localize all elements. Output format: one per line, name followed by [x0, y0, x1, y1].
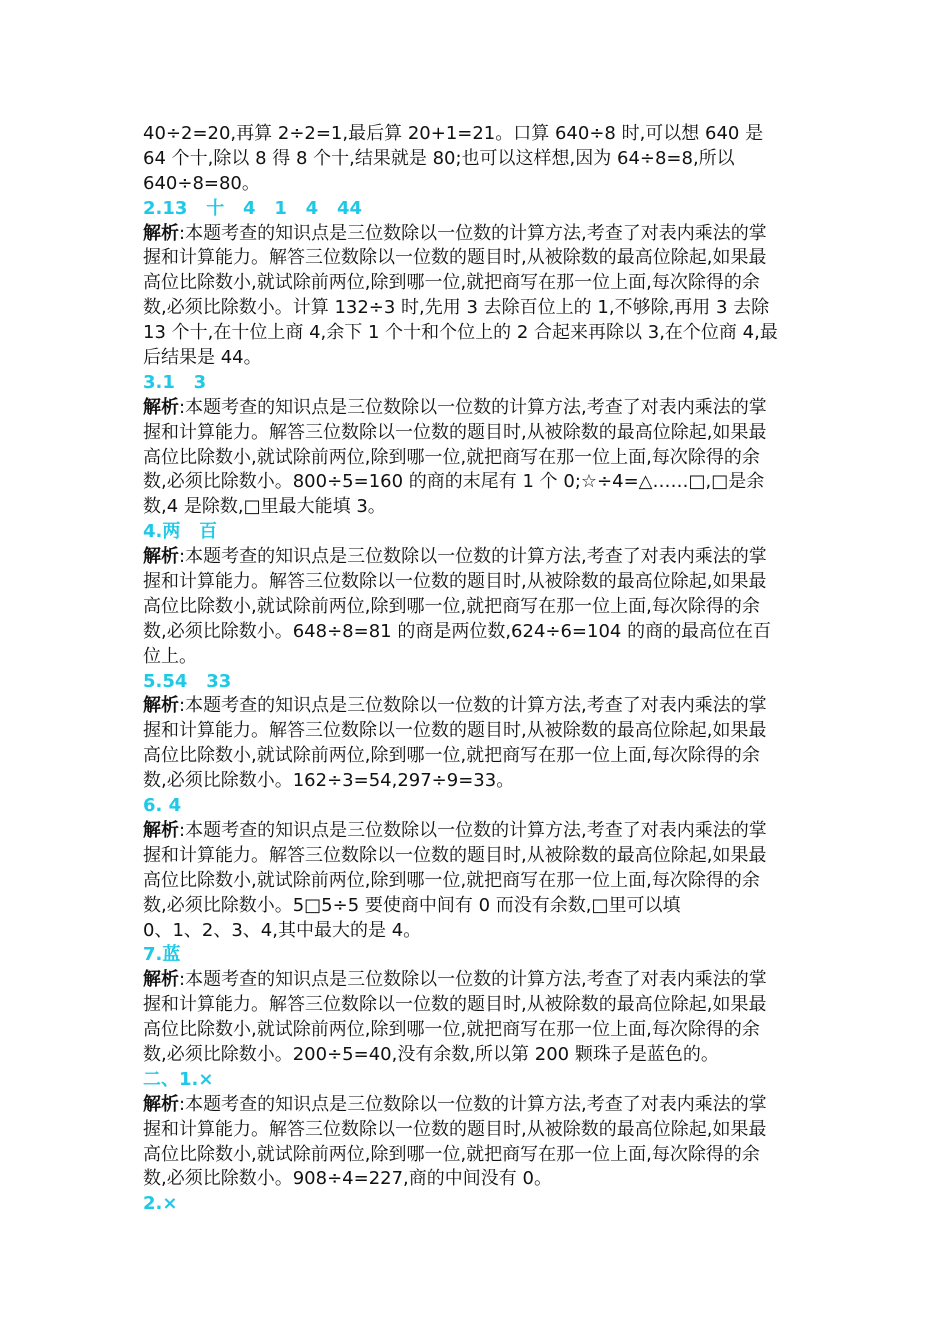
analysis-line: 数,必须比除数小。648÷8=81 的商是两位数,624÷6=104 的商的最高位在百: [143, 620, 772, 642]
analysis-line: 高位比除数小,就试除前两位,除到哪一位,就把商写在那一位上面,每次除得的余: [143, 745, 760, 767]
analysis-line: 高位比除数小,就试除前两位,除到哪一位,就把商写在那一位上面,每次除得的余: [143, 595, 760, 617]
answer-line: 4.两 百: [143, 521, 218, 543]
analysis-line: [143, 968, 813, 993]
analysis-line: 13 个十,在十位上商 4,余下 1 个十和个位上的 2 合起来再除以 3,在个位商 4,最: [143, 322, 778, 344]
answer-item: [143, 371, 813, 520]
answer-line: 5.54 33: [143, 670, 232, 692]
analysis-line: [143, 545, 813, 570]
intro-line: 640÷8=80。: [143, 172, 260, 194]
final-answer-line: 2.×: [143, 1193, 178, 1215]
analysis-line: 高位比除数小,就试除前两位,除到哪一位,就把商写在那一位上面,每次除得的余: [143, 869, 760, 891]
analysis-label: 解析: [143, 396, 179, 418]
analysis-line: 数,必须比除数小。5□5÷5 要使商中间有 0 而没有余数,□里可以填: [143, 894, 681, 916]
analysis-line: [143, 694, 813, 719]
answer-item: [143, 520, 813, 669]
answer-list: [143, 197, 813, 1193]
analysis-text: :本题考查的知识点是三位数除以一位数的计算方法,考查了对表内乘法的掌: [179, 546, 767, 568]
analysis-line: 0、1、2、3、4,其中最大的是 4。: [143, 919, 422, 941]
analysis-line: 高位比除数小,就试除前两位,除到哪一位,就把商写在那一位上面,每次除得的余: [143, 446, 760, 468]
analysis-text: :本题考查的知识点是三位数除以一位数的计算方法,考查了对表内乘法的掌: [179, 396, 767, 418]
analysis-line: 握和计算能力。解答三位数除以一位数的题目时,从被除数的最高位除起,如果最: [143, 571, 767, 593]
analysis-line: 后结果是 44。: [143, 347, 262, 369]
analysis-label: 解析: [143, 1093, 179, 1115]
analysis-text: :本题考查的知识点是三位数除以一位数的计算方法,考查了对表内乘法的掌: [179, 969, 767, 991]
answer-item: [143, 943, 813, 1067]
analysis-label: 解析: [143, 222, 179, 244]
analysis-line: [143, 1093, 813, 1118]
analysis-label: 解析: [143, 819, 179, 841]
answer-line: 3.1 3: [143, 371, 207, 393]
analysis-line: [143, 222, 813, 247]
analysis-line: 位上。: [143, 645, 197, 667]
analysis-line: 高位比除数小,就试除前两位,除到哪一位,就把商写在那一位上面,每次除得的余: [143, 272, 760, 294]
analysis-line: 握和计算能力。解答三位数除以一位数的题目时,从被除数的最高位除起,如果最: [143, 1118, 767, 1140]
analysis-line: [143, 819, 813, 844]
analysis-line: 握和计算能力。解答三位数除以一位数的题目时,从被除数的最高位除起,如果最: [143, 844, 767, 866]
answer-line: 2.13 十 4 1 4 44: [143, 197, 363, 219]
analysis-text: :本题考查的知识点是三位数除以一位数的计算方法,考查了对表内乘法的掌: [179, 695, 767, 717]
analysis-line: 握和计算能力。解答三位数除以一位数的题目时,从被除数的最高位除起,如果最: [143, 421, 767, 443]
analysis-text: :本题考查的知识点是三位数除以一位数的计算方法,考查了对表内乘法的掌: [179, 1093, 767, 1115]
answer-line: 二、1.×: [143, 1068, 214, 1090]
answer-line: 7.蓝: [143, 944, 181, 966]
intro-paragraph: [143, 122, 813, 197]
answer-item: [143, 197, 813, 371]
analysis-line: 高位比除数小,就试除前两位,除到哪一位,就把商写在那一位上面,每次除得的余: [143, 1019, 760, 1041]
answer-line: 6. 4: [143, 795, 182, 817]
analysis-line: 数,必须比除数小。908÷4=227,商的中间没有 0。: [143, 1168, 552, 1190]
analysis-line: 握和计算能力。解答三位数除以一位数的题目时,从被除数的最高位除起,如果最: [143, 247, 767, 269]
answer-item: [143, 1068, 813, 1192]
analysis-line: 数,必须比除数小。162÷3=54,297÷9=33。: [143, 770, 515, 792]
intro-line: 64 个十,除以 8 得 8 个十,结果就是 80;也可以这样想,因为 64÷8=8,所以: [143, 147, 735, 169]
analysis-line: 握和计算能力。解答三位数除以一位数的题目时,从被除数的最高位除起,如果最: [143, 994, 767, 1016]
answer-item: [143, 670, 813, 794]
analysis-line: 高位比除数小,就试除前两位,除到哪一位,就把商写在那一位上面,每次除得的余: [143, 1143, 760, 1165]
analysis-label: 解析: [143, 546, 179, 568]
analysis-label: 解析: [143, 695, 179, 717]
analysis-text: :本题考查的知识点是三位数除以一位数的计算方法,考查了对表内乘法的掌: [179, 819, 767, 841]
analysis-line: 握和计算能力。解答三位数除以一位数的题目时,从被除数的最高位除起,如果最: [143, 720, 767, 742]
answer-item: [143, 794, 813, 943]
analysis-line: 数,必须比除数小。计算 132÷3 时,先用 3 去除百位上的 1,不够除,再用 3 去除: [143, 297, 770, 319]
document-page: [143, 122, 813, 1217]
analysis-line: [143, 396, 813, 421]
analysis-label: 解析: [143, 969, 179, 991]
analysis-line: 数,4 是除数,□里最大能填 3。: [143, 496, 386, 518]
analysis-line: 数,必须比除数小。800÷5=160 的商的末尾有 1 个 0;☆÷4=△……□,□是余: [143, 471, 765, 493]
analysis-text: :本题考查的知识点是三位数除以一位数的计算方法,考查了对表内乘法的掌: [179, 222, 767, 244]
intro-line: 40÷2=20,再算 2÷2=1,最后算 20+1=21。口算 640÷8 时,可以想 640 是: [143, 123, 764, 144]
analysis-line: 数,必须比除数小。200÷5=40,没有余数,所以第 200 颗珠子是蓝色的。: [143, 1043, 719, 1065]
